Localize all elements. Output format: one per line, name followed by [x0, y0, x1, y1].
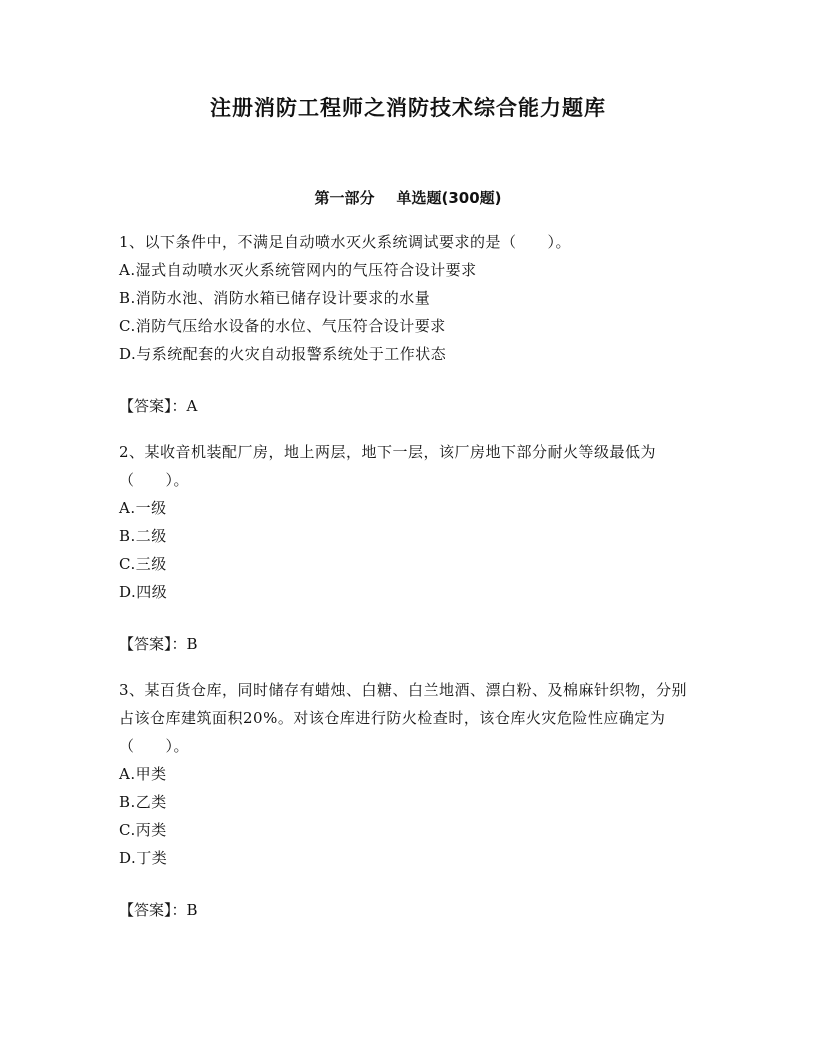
option-a: A.一级: [119, 499, 167, 517]
option-c: C.三级: [119, 555, 167, 573]
answer-label: 【答案】：: [119, 635, 187, 653]
option-d: D.与系统配套的火灾自动报警系统处于工作状态: [119, 345, 447, 363]
document-title: 注册消防工程师之消防技术综合能力题库: [210, 96, 606, 120]
answer-label: 【答案】：: [119, 901, 187, 919]
question-list: [119, 228, 694, 942]
option-a: A.湿式自动喷水灭火系统管网内的气压符合设计要求: [119, 261, 477, 279]
section-name: 单选题(300题): [396, 189, 502, 207]
answer-value: B: [186, 901, 198, 919]
question-stem: 2、某收音机装配厂房，地上两层，地下一层，该厂房地下部分耐火等级最低为（ ）。: [119, 443, 657, 489]
option-d: D.四级: [119, 583, 168, 601]
answer-line: [119, 896, 694, 924]
section-part: 第一部分: [314, 189, 375, 207]
question-2: [119, 438, 694, 658]
answer-line: [119, 630, 694, 658]
question-stem: 3、某百货仓库，同时储存有蜡烛、白糖、白兰地酒、漂白粉、及棉麻针织物，分别占该仓库建筑面积20%。对该仓库进行防火检查时，该仓库火灾危险性应确定为（ ）。: [119, 681, 688, 755]
option-b: B.二级: [119, 527, 167, 545]
option-b: B.乙类: [119, 793, 167, 811]
option-b: B.消防水池、消防水箱已储存设计要求的水量: [119, 289, 431, 307]
answer-value: A: [186, 397, 198, 415]
option-c: C.丙类: [119, 821, 167, 839]
answer-value: B: [186, 635, 198, 653]
answer-label: 【答案】：: [119, 397, 187, 415]
section-heading: [0, 187, 816, 208]
answer-line: [119, 392, 694, 420]
option-c: C.消防气压给水设备的水位、气压符合设计要求: [119, 317, 446, 335]
question-stem: 1、以下条件中，不满足自动喷水灭火系统调试要求的是（ ）。: [119, 233, 572, 251]
question-1: [119, 228, 694, 420]
option-d: D.丁类: [119, 849, 168, 867]
question-3: [119, 676, 694, 924]
option-a: A.甲类: [119, 765, 167, 783]
